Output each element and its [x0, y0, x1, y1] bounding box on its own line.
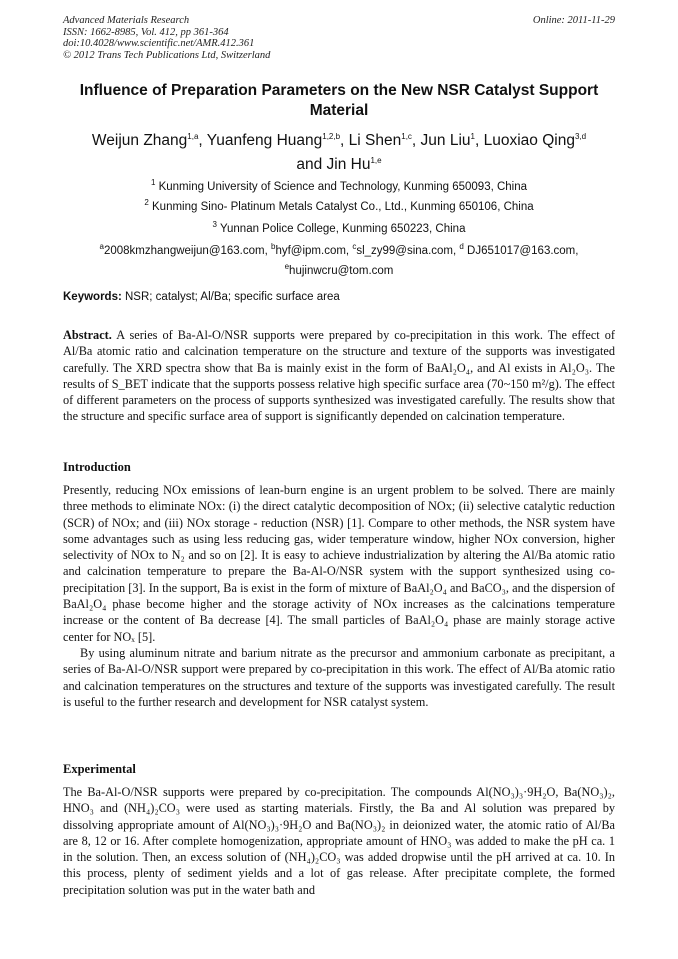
- keywords: [63, 291, 618, 303]
- author-sup: 1,c: [401, 132, 412, 141]
- affiliation: [40, 196, 638, 214]
- email-sup: a: [99, 242, 104, 251]
- experimental-heading: Experimental: [63, 762, 136, 776]
- email[interactable]: 2008kmzhangweijun@163.com: [103, 244, 265, 257]
- author-name: Jin Hu: [326, 156, 371, 174]
- email[interactable]: hyf@ipm.com: [275, 244, 346, 257]
- author-name: Yuanfeng Huang: [206, 132, 323, 150]
- author-name: Jun Liu: [420, 132, 471, 150]
- keywords-text: NSR; catalyst; Al/Ba; specific surface area: [125, 291, 340, 303]
- doi: doi:10.4028/www.scientific.net/AMR.412.361: [63, 38, 255, 49]
- author-sup: 1: [470, 132, 475, 141]
- issn: ISSN: 1662-8985, Vol. 412, pp 361-364: [63, 26, 229, 38]
- affiliation: [40, 218, 638, 236]
- affiliation-text: Yunnan Police College, Kunming 650223, China: [219, 222, 466, 235]
- journal-name: Advanced Materials Research: [63, 15, 190, 26]
- author-sup: 1,e: [370, 156, 382, 166]
- abstract-text: A series of Ba-Al-O/NSR supports were prepared by co-precipitation in this work. The effect of Al/Ba atomic ratio and calcination temperature on the structure and texture of the supports was investigated carefully. The XRD spectra show that Ba is mainly exist in the form of BaAl₂O₄, and Al exists in Al₂O₃. The results of S_BET indicate that the supports possess relative high specific surface area (70~150 m²/g). The effect of different parameters on the process of supports synthesized was investigated carefully. The results show that the structure and specific surface area of support is significantly depended on calcination temperature.: [63, 328, 615, 424]
- affiliation: [40, 176, 638, 194]
- email-sup: d: [459, 242, 464, 251]
- affiliation-sup: 2: [144, 198, 149, 207]
- email-sup: c: [352, 242, 357, 251]
- online-date: Online: 2011-11-29: [532, 15, 615, 26]
- affiliation-text: Kunming Sino- Platinum Metals Catalyst Co., Ltd., Kunming 650106, China: [152, 200, 534, 213]
- email-sup: e: [284, 261, 290, 271]
- introduction-body: [63, 482, 615, 710]
- experimental-paragraph: The Ba-Al-O/NSR supports were prepared by co-precipitation. The compounds Al(NO₃)₃·9H₂O, Ba(NO₃)₂, HNO₃ and (NH₄)₂CO₃ were used as starting materials. Firstly, the Ba and Al solution was prepared by dissolving appropriate amount of Al(NO₃)₃·9H₂O and Ba(NO₃)₂ in deionized water, the atomic ratio of Al/Ba are 8, 12 or 16. After complete homogenization, appropriate amount of HNO₃ was added to make the pH ca. 1 in the solution. Then, an excess solution of (NH₄)₂CO₃ was added dropwise until the pH arrived at ca. 10. In this process, plenty of sediment yields and a lot of gas release. After precipitate complete, the formed precipitation solution was put in the water bath and: [63, 785, 615, 897]
- email[interactable]: DJ651017@163.com: [467, 244, 576, 257]
- journal-header: [63, 15, 615, 61]
- introduction-heading: Introduction: [63, 460, 131, 474]
- copyright: © 2012 Trans Tech Publications Ltd, Switzerland: [63, 49, 271, 61]
- email-list: $^a$2008kmzhangweijun@163.com, $^b$hyf@ipm.com, $^c$sl_zy99@sina.com, $^d$ DJ651017@163.com, $^e$hujinwcru@tom.com: [99, 242, 579, 277]
- affiliation-sup: 3: [212, 220, 217, 229]
- author-sup: 1,2,b: [322, 132, 341, 141]
- abstract-label: Abstract.: [63, 328, 112, 342]
- author-list: Weijun Zhang$^{1,a}$, Yuanfeng Huang$^{1,2,b}$, Li Shen$^{1,c}$, Jun Liu$^1$, Luoxiao Qing$^{3,d}$ and Jin Hu$^{1,e}$: [91, 132, 587, 174]
- author-name: Weijun Zhang: [91, 132, 188, 150]
- email-sup: b: [271, 242, 276, 251]
- email[interactable]: sl_zy99@sina.com: [356, 244, 453, 257]
- keywords-label: Keywords:: [63, 291, 122, 303]
- experimental-body: [63, 784, 615, 898]
- abstract: [63, 327, 615, 425]
- affiliation-text: Kunming University of Science and Technology, Kunming 650093, China: [158, 180, 528, 193]
- introduction-paragraph: By using aluminum nitrate and barium nitrate as the precursor and ammonium carbonate as precipitant, a series of Ba-Al-O/NSR support were prepared by co-precipitation in this work. The effect of Al/Ba atomic ratio and calcination temperatures on the structures and texture of the supports was investigated carefully. The result is useful to the further research and development for NSR catalyst system.: [63, 645, 615, 709]
- introduction-paragraph: Presently, reducing NOx emissions of lean-burn engine is an urgent problem to be solved. There are mainly three methods to eliminate NOx: (i) the direct catalytic decomposition of NOx; (ii) selective catalytic reduction (SCR) of NOx; and (iii) NOx storage - reduction (NSR) [1]. Compare to other methods, the NSR system have some advantages such as using less reducing gas, wider temperature window, higher NOx conversion, higher selectivity of NOx to N₂ and so on [2]. It is easy to achieve industrialization by altering the Al/Ba atomic ratio and calcination temperature to prepare the Ba-Al-O/NSR system with the support synthesized using co-precipitation [3]. In the support, Ba is exist in the form of mixture of BaAl₂O₄ and BaCO₃, and the dispersion of BaAl₂O₄ phase become higher and the storage activity of NOx increases as the calcinations temperature increase or the content of Ba decrease [4]. The small particles of BaAl₂O₄ phase are mainly storage active center for NOₓ [5].: [63, 483, 615, 644]
- paper-title: Influence of Preparation Parameters on the New NSR Catalyst Support Material: [79, 82, 599, 119]
- affiliation-sup: 1: [150, 178, 156, 187]
- author-sup: 3,d: [574, 132, 587, 141]
- author-name: Li Shen: [348, 132, 402, 150]
- author-sup: 1,a: [187, 132, 199, 141]
- author-name: Luoxiao Qing: [483, 132, 575, 150]
- email[interactable]: hujinwcru@tom.com: [289, 264, 394, 277]
